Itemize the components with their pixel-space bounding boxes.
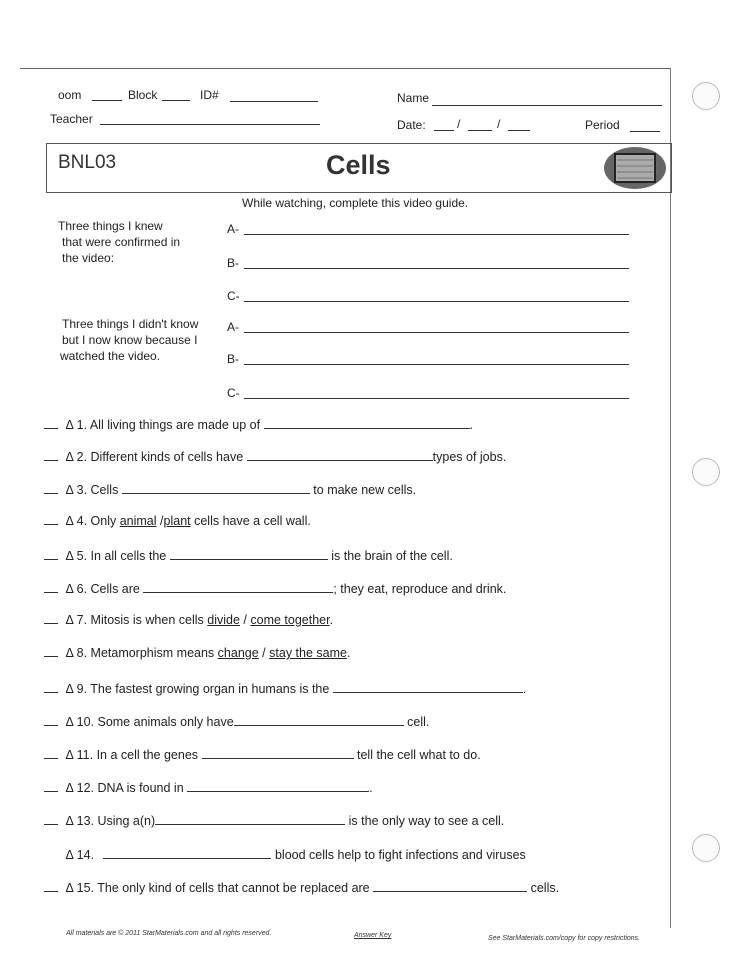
learned-a-field[interactable]	[244, 332, 629, 333]
learned-c-field[interactable]	[244, 398, 629, 399]
question-after: ; they eat, reproduce and drink.	[333, 582, 507, 596]
answer-blank[interactable]	[44, 514, 58, 525]
question-text: All living things are made up of	[89, 418, 261, 432]
teacher-field[interactable]	[100, 124, 320, 125]
answer-blank[interactable]	[44, 715, 58, 726]
question-after: types of jobs.	[432, 450, 507, 464]
id-field[interactable]	[230, 101, 318, 102]
question-8	[44, 646, 350, 660]
answer-blank[interactable]	[44, 682, 58, 693]
fill-blank[interactable]	[202, 746, 354, 759]
answer-blank[interactable]	[44, 748, 58, 759]
answer-blank[interactable]	[44, 582, 58, 593]
question-9	[44, 680, 526, 696]
video-screen-icon	[603, 146, 667, 190]
teacher-label: Teacher	[50, 112, 93, 126]
question-4	[44, 514, 311, 528]
fill-blank[interactable]	[247, 448, 433, 461]
id-label: ID#	[200, 88, 219, 102]
question-10	[44, 713, 429, 729]
learned-c-label: C-	[227, 386, 240, 400]
option-animal[interactable]: animal	[119, 514, 157, 528]
question-text: In all cells the	[90, 549, 167, 563]
name-field[interactable]	[432, 105, 662, 106]
fill-blank[interactable]	[170, 547, 328, 560]
question-text: The fastest growing organ in humans is the	[90, 682, 330, 696]
question-text: Using a(n)	[97, 814, 156, 828]
date-label: Date:	[397, 118, 426, 132]
learned-b-label: B-	[227, 352, 239, 366]
option-come-together[interactable]: come together	[250, 613, 330, 627]
confirmed-b-label: B-	[227, 256, 239, 270]
question-number: Δ 11.	[65, 748, 94, 762]
question-after: cell.	[407, 715, 430, 729]
question-text: Metamorphism means	[90, 646, 215, 660]
fill-blank[interactable]	[373, 879, 527, 892]
learned-b-field[interactable]	[244, 364, 629, 365]
question-number: Δ 10.	[65, 715, 94, 729]
confirmed-a-label: A-	[227, 222, 239, 236]
footer-answer-key[interactable]: Answer Key	[354, 932, 392, 939]
period-label: Period	[585, 118, 620, 132]
question-number: Δ 4.	[65, 514, 88, 528]
learned-label-1: Three things I didn't know	[62, 317, 199, 331]
instructions: While watching, complete this video guide.	[242, 196, 469, 210]
page-top-rule	[20, 68, 670, 69]
question-11	[44, 746, 481, 762]
answer-blank[interactable]	[44, 646, 58, 657]
question-7	[44, 613, 333, 627]
fill-blank[interactable]	[264, 416, 470, 429]
date-year-field[interactable]	[508, 130, 530, 131]
learned-label-2: but I now know because I	[62, 333, 198, 347]
page-right-rule	[670, 68, 671, 928]
question-number: Δ 15.	[65, 881, 94, 895]
fill-blank[interactable]	[103, 846, 271, 859]
question-13	[44, 812, 504, 828]
date-separator-2: /	[497, 117, 501, 131]
option-plant[interactable]: plant	[163, 514, 191, 528]
question-after: blood cells help to fight infections and viruses	[274, 848, 526, 862]
question-after: is the only way to see a cell.	[348, 814, 505, 828]
question-number: Δ 12.	[65, 781, 94, 795]
page-title: Cells	[326, 150, 391, 180]
fill-blank[interactable]	[122, 481, 310, 494]
room-label: oom	[58, 88, 82, 102]
question-2	[44, 448, 506, 464]
answer-blank[interactable]	[44, 483, 58, 494]
answer-blank[interactable]	[44, 549, 58, 560]
confirmed-label-1: Three things I knew	[58, 219, 163, 233]
question-text: In a cell the genes	[96, 748, 199, 762]
question-text: Different kinds of cells have	[90, 450, 244, 464]
question-15	[44, 879, 559, 895]
footer-copyright: All materials are © 2011 StarMaterials.com and all rights reserved.	[66, 930, 272, 937]
question-end: .	[329, 613, 334, 627]
fill-blank[interactable]	[187, 779, 369, 792]
option-separator: /	[243, 613, 247, 627]
footer-copy-note: See StarMaterials.com/copy for copy restrictions.	[488, 935, 641, 942]
question-number: Δ 1.	[65, 418, 88, 432]
answer-blank[interactable]	[44, 781, 58, 792]
confirmed-label-2: that were confirmed in	[62, 235, 181, 249]
confirmed-b-field[interactable]	[244, 268, 629, 269]
question-number: Δ 6.	[65, 582, 88, 596]
question-number: Δ 8.	[65, 646, 88, 660]
question-number: Δ 7.	[65, 613, 88, 627]
answer-blank[interactable]	[44, 881, 58, 892]
binder-hole-bottom	[692, 834, 720, 862]
question-number: Δ 9.	[65, 682, 88, 696]
question-end: .	[346, 646, 351, 660]
confirmed-c-field[interactable]	[244, 301, 629, 302]
lesson-code: BNL03	[58, 152, 117, 173]
confirmed-label-3: the video:	[62, 251, 115, 265]
confirmed-a-field[interactable]	[244, 234, 629, 235]
room-field[interactable]	[92, 100, 122, 101]
fill-blank[interactable]	[143, 580, 333, 593]
date-month-field[interactable]	[434, 130, 454, 131]
question-number: Δ 5.	[65, 549, 88, 563]
question-text: Cells	[90, 483, 119, 497]
date-separator-1: /	[457, 117, 461, 131]
option-stay-the-same[interactable]: stay the same	[269, 646, 347, 660]
learned-a-label: A-	[227, 320, 239, 334]
question-number: Δ 14.	[65, 848, 94, 862]
learned-label-3: watched the video.	[60, 349, 161, 363]
option-separator: /	[262, 646, 266, 660]
question-3	[44, 481, 416, 497]
question-end: .	[469, 418, 474, 432]
question-number: Δ 2.	[65, 450, 88, 464]
question-text: DNA is found in	[97, 781, 184, 795]
option-divide[interactable]: divide	[207, 613, 240, 627]
question-number: Δ 13.	[65, 814, 94, 828]
fill-blank[interactable]	[234, 713, 404, 726]
question-text: Some animals only have	[97, 715, 234, 729]
question-number: Δ 3.	[65, 483, 88, 497]
question-text: The only kind of cells that cannot be replaced are	[97, 881, 370, 895]
question-12	[44, 779, 373, 795]
name-label: Name	[397, 91, 430, 105]
date-day-field[interactable]	[468, 130, 492, 131]
block-label: Block	[128, 88, 158, 102]
answer-blank[interactable]	[44, 814, 58, 825]
question-end: .	[369, 781, 373, 795]
question-after: to make new cells.	[313, 483, 417, 497]
block-field[interactable]	[162, 100, 190, 101]
option-change[interactable]: change	[217, 646, 259, 660]
question-end: .	[522, 682, 527, 696]
confirmed-c-label: C-	[227, 289, 240, 303]
question-6	[44, 580, 506, 596]
question-1	[44, 416, 473, 432]
question-after: is the brain of the cell.	[331, 549, 453, 563]
question-5	[44, 547, 453, 563]
binder-hole-top	[692, 82, 720, 110]
question-14	[44, 846, 526, 862]
question-after: cells have a cell wall.	[194, 514, 311, 528]
period-field[interactable]	[630, 131, 660, 132]
answer-blank[interactable]	[44, 613, 58, 624]
question-after: cells.	[530, 881, 560, 895]
option-separator: /	[160, 514, 164, 528]
question-text: Only	[90, 514, 117, 528]
answer-blank[interactable]	[44, 418, 58, 429]
question-text: Mitosis is when cells	[90, 613, 204, 627]
binder-hole-middle	[692, 458, 720, 486]
question-after: tell the cell what to do.	[357, 748, 481, 762]
question-text: Cells are	[90, 582, 140, 596]
fill-blank[interactable]	[155, 812, 345, 825]
fill-blank[interactable]	[333, 680, 523, 693]
answer-blank[interactable]	[44, 450, 58, 461]
